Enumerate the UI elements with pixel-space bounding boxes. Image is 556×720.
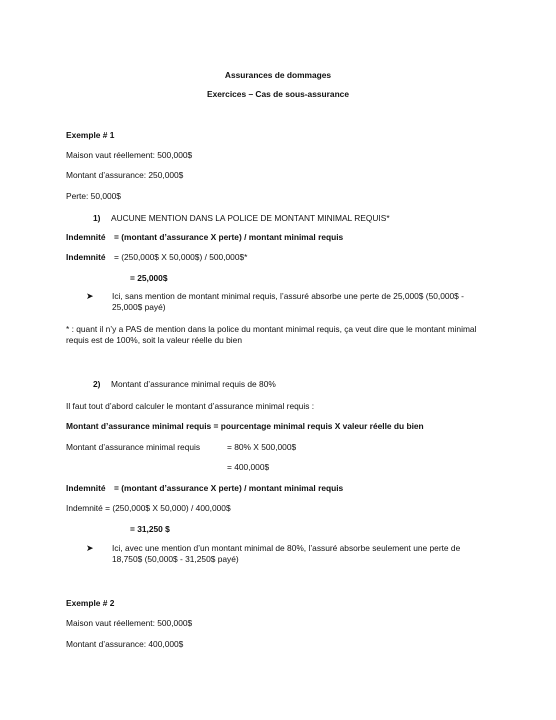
case2-number: 2)	[93, 379, 101, 389]
ex1-perte-line: Perte: 50,000$	[66, 191, 121, 201]
example-1-heading: Exemple # 1	[66, 130, 115, 140]
case1-footnote: * : quant il n’y a PAS de mention dans la police du montant minimal requis, ça veut dire que le montant minimal requis est de 100%, soit la valeur réelle du bien	[66, 324, 477, 345]
doc-subtitle: Exercices – Cas de sous-assurance	[207, 89, 349, 99]
example-2-heading: Exemple # 2	[66, 598, 115, 608]
case2-calc-label: Montant d’assurance minimal requis	[66, 442, 201, 452]
case1-calc-label: Indemnité	[66, 252, 106, 262]
ex2-montant-line: Montant d’assurance: 400,000$	[66, 639, 184, 649]
case2-intro: Il faut tout d’abord calculer le montant d’assurance minimal requis :	[66, 401, 315, 411]
case2-title: Montant d’assurance minimal requis de 80%	[111, 379, 276, 389]
doc-title: Assurances de dommages	[224, 70, 332, 80]
case1-formula: = (montant d’assurance X perte) / montant minimal requis	[114, 232, 344, 242]
case1-note: Ici, sans mention de montant minimal requis, l’assuré absorbe une perte de 25,000$ (50,000$ - 25,000$ payé)	[112, 291, 464, 312]
case2-bold-formula: Montant d’assurance minimal requis = pourcentage minimal requis X valeur réelle du bien	[66, 421, 424, 431]
ex1-maison-line: Maison vaut réellement: 500,000$	[66, 150, 193, 160]
case2-note: Ici, avec une mention d’un montant minimal de 80%, l’assuré absorbe seulement une perte de 18,750$ (50,000$ - 31,250$ payé)	[112, 543, 461, 564]
case1-result: = 25,000$	[130, 273, 168, 283]
case2-formula: = (montant d’assurance X perte) / montant minimal requis	[114, 483, 344, 493]
case1-title: AUCUNE MENTION DANS LA POLICE DE MONTANT MINIMAL REQUIS*	[111, 213, 390, 223]
arrow-bullet-icon: ➤	[86, 291, 94, 301]
case1-formula-label: Indemnité	[66, 232, 106, 242]
arrow-bullet-icon: ➤	[86, 543, 94, 553]
case1-calc: = (250,000$ X 50,000$) / 500,000$*	[114, 252, 248, 262]
ex1-montant-line: Montant d’assurance: 250,000$	[66, 170, 184, 180]
case2-calc-result: = 400,000$	[227, 462, 270, 472]
case2-calc: = 80% X 500,000$	[227, 442, 297, 452]
ex2-maison-line: Maison vaut réellement: 500,000$	[66, 618, 193, 628]
case2-calc2: Indemnité = (250,000$ X 50,000) / 400,000$	[66, 503, 231, 513]
case2-result: = 31,250 $	[130, 524, 170, 534]
case1-number: 1)	[93, 213, 101, 223]
case2-formula-label: Indemnité	[66, 483, 106, 493]
